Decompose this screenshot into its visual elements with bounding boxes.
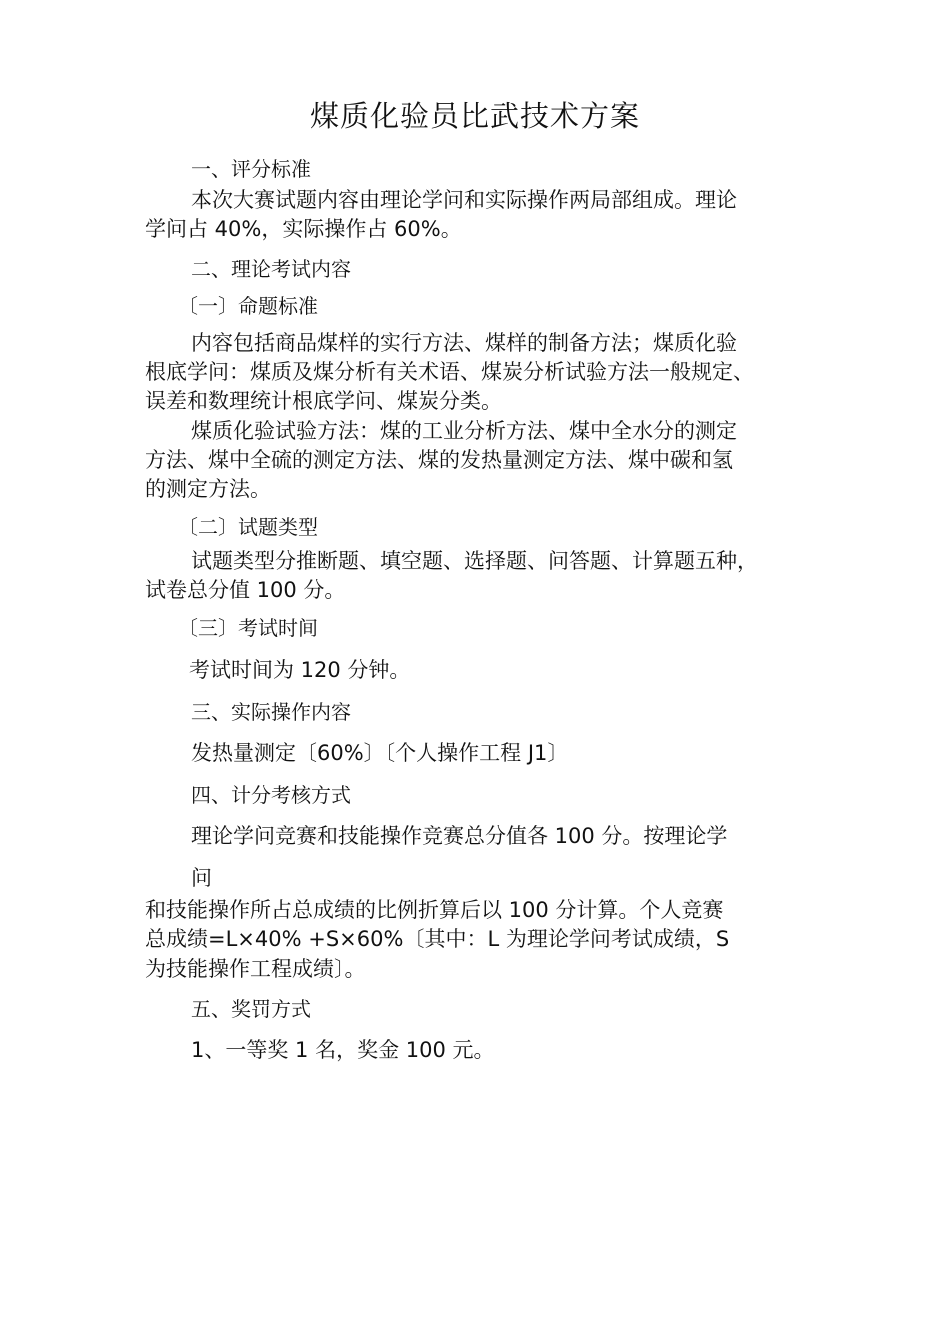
paragraph-line: 发热量测定〔60%〕〔个人操作工程 J1〕	[191, 741, 569, 765]
paragraph-line: 内容包括商品煤样的实行方法、煤样的制备方法；煤质化验	[191, 331, 737, 355]
subsection-heading-3: 〔三〕考试时间	[178, 616, 318, 640]
paragraph-line: 方法、煤中全硫的测定方法、煤的发热量测定方法、煤中碳和氢	[145, 448, 733, 472]
paragraph-line: 问	[191, 866, 212, 890]
paragraph-line: 根底学问：煤质及煤分析有关术语、煤炭分析试验方法一般规定、	[145, 360, 754, 384]
paragraph-line: 煤质化验试验方法：煤的工业分析方法、煤中全水分的测定	[191, 419, 737, 443]
document-title: 煤质化验员比武技术方案	[309, 99, 640, 133]
paragraph-line: 理论学问竞赛和技能操作竞赛总分值各 100 分。按理论学	[191, 824, 728, 848]
section-heading-3: 三、实际操作内容	[191, 700, 351, 724]
paragraph-line: 的测定方法。	[145, 477, 271, 501]
paragraph-line: 1、一等奖 1 名，奖金 100 元。	[191, 1038, 495, 1062]
subsection-heading-2: 〔二〕试题类型	[178, 515, 318, 539]
paragraph-line: 试题类型分推断题、填空题、选择题、问答题、计算题五种，	[191, 549, 758, 573]
paragraph-line: 本次大赛试题内容由理论学问和实际操作两局部组成。理论	[191, 188, 737, 212]
paragraph-line: 误差和数理统计根底学问、煤炭分类。	[145, 389, 502, 413]
paragraph-line: 考试时间为 120 分钟。	[189, 658, 411, 682]
paragraph-line: 试卷总分值 100 分。	[145, 578, 346, 602]
paragraph-line: 学问占 40%，实际操作占 60%。	[145, 217, 462, 241]
section-heading-4: 四、计分考核方式	[191, 783, 351, 807]
section-heading-2: 二、理论考试内容	[191, 257, 351, 281]
paragraph-line: 为技能操作工程成绩〕。	[145, 957, 366, 981]
subsection-heading-1: 〔一〕命题标准	[178, 294, 318, 318]
paragraph-line: 和技能操作所占总成绩的比例折算后以 100 分计算。个人竞赛	[145, 898, 724, 922]
section-heading-1: 一、评分标准	[191, 157, 311, 181]
paragraph-line: 总成绩=L×40% +S×60%〔其中：L 为理论学问考试成绩，S	[145, 927, 730, 951]
section-heading-5: 五、奖罚方式	[191, 997, 311, 1021]
